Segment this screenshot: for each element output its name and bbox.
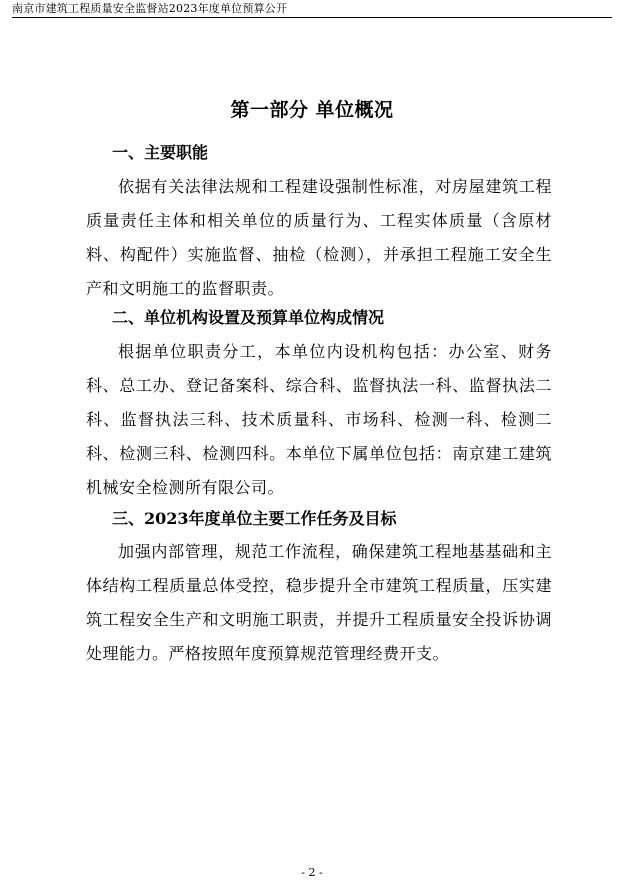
section-heading-organization: 二、单位机构设置及预算单位构成情况 bbox=[112, 308, 385, 327]
section-body-tasks-goals: 加强内部管理，规范工作流程，确保建筑工程地基基础和主体结构工程质量总体受控，稳步提升全市建筑工程质量，压实建筑工程安全生产和文明施工职责，并提升工程质量安全投诉协调处理能力。严格按照年度预算规范管理经费开支。 bbox=[86, 542, 552, 663]
section-body-organization: 根据单位职责分工，本单位内设机构包括：办公室、财务科、总工办、登记备案科、综合科、监督执法一科、监督执法二科、监督执法三科、技术质量科、市场科、检测一科、检测二科、检测三科、检测四科。本单位下属单位包括：南京建工建筑机械安全检测所有限公司。 bbox=[86, 342, 552, 497]
section-heading-tasks-goals: 三、2023年度单位主要工作任务及目标 bbox=[112, 509, 397, 528]
section-heading-main-functions: 一、主要职能 bbox=[112, 143, 209, 162]
section-body-main-functions: 依据有关法律法规和工程建设强制性标准，对房屋建筑工程质量责任主体和相关单位的质量行为、工程实体质量（含原材料、构配件）实施监督、抽检（检测），并承担工程施工安全生产和文明施工的监督职责。 bbox=[86, 177, 552, 298]
page-header: 南京市建筑工程质量安全监督站2023年度单位预算公开 bbox=[12, 2, 612, 18]
page-title: 第一部分 单位概况 bbox=[230, 99, 394, 121]
page-number: - 2 - bbox=[301, 866, 323, 879]
